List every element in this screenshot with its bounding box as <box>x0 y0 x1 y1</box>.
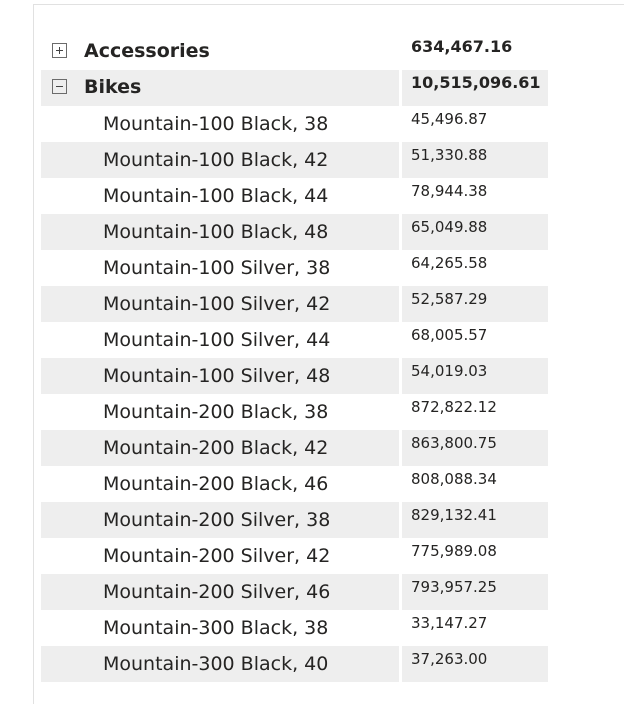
row-header-cell <box>41 430 399 466</box>
table-row[interactable] <box>41 106 548 142</box>
row-header-cell <box>41 502 399 538</box>
value-cell <box>402 286 548 322</box>
value-cell <box>402 358 548 394</box>
value-cell <box>402 538 548 574</box>
value-cell <box>402 106 548 142</box>
table-row[interactable] <box>41 142 548 178</box>
table-row[interactable] <box>41 646 548 682</box>
table-row[interactable] <box>41 358 548 394</box>
item-label: Mountain-100 Silver, 42 <box>103 293 331 315</box>
row-header-cell <box>41 286 399 322</box>
item-label: Mountain-100 Black, 48 <box>103 221 329 243</box>
table-row[interactable] <box>41 502 548 538</box>
item-label: Mountain-300 Black, 40 <box>103 653 329 675</box>
item-label: Mountain-300 Black, 38 <box>103 617 329 639</box>
expand-plus-icon[interactable] <box>52 43 67 58</box>
item-label: Mountain-200 Silver, 38 <box>103 509 331 531</box>
group-value: 10,515,096.61 <box>411 73 541 92</box>
item-label: Mountain-100 Silver, 48 <box>103 365 331 387</box>
group-label: Accessories <box>84 40 210 62</box>
item-value: 78,944.38 <box>411 182 488 200</box>
row-header-cell <box>41 250 399 286</box>
item-value: 37,263.00 <box>411 650 488 668</box>
item-label: Mountain-200 Black, 46 <box>103 473 329 495</box>
item-value: 808,088.34 <box>411 470 497 488</box>
item-value: 68,005.57 <box>411 326 488 344</box>
item-value: 65,049.88 <box>411 218 488 236</box>
item-label: Mountain-100 Silver, 38 <box>103 257 331 279</box>
item-label: Mountain-100 Black, 38 <box>103 113 329 135</box>
collapse-minus-icon[interactable] <box>52 79 67 94</box>
item-value: 829,132.41 <box>411 506 497 524</box>
value-cell <box>402 250 548 286</box>
item-value: 33,147.27 <box>411 614 488 632</box>
item-label: Mountain-100 Black, 44 <box>103 185 329 207</box>
row-header-cell <box>41 106 399 142</box>
table-row[interactable] <box>41 178 548 214</box>
value-cell <box>402 646 548 682</box>
row-header-cell <box>41 574 399 610</box>
item-value: 64,265.58 <box>411 254 488 272</box>
row-header-cell <box>41 538 399 574</box>
row-header-cell <box>41 178 399 214</box>
table-row[interactable] <box>41 574 548 610</box>
group-row-accessories[interactable] <box>41 34 548 70</box>
table-row[interactable] <box>41 286 548 322</box>
value-cell <box>402 610 548 646</box>
group-label: Bikes <box>84 76 142 98</box>
item-value: 45,496.87 <box>411 110 488 128</box>
value-cell <box>402 70 548 106</box>
row-header-cell <box>41 70 399 106</box>
item-label: Mountain-200 Silver, 46 <box>103 581 331 603</box>
value-cell <box>402 430 548 466</box>
row-header-cell <box>41 142 399 178</box>
row-header-cell <box>41 610 399 646</box>
row-header-cell <box>41 34 399 70</box>
group-row-bikes[interactable] <box>41 70 548 106</box>
item-value: 51,330.88 <box>411 146 488 164</box>
table-row[interactable] <box>41 466 548 502</box>
row-header-cell <box>41 466 399 502</box>
table-row[interactable] <box>41 250 548 286</box>
table-row[interactable] <box>41 610 548 646</box>
value-cell <box>402 178 548 214</box>
value-cell <box>402 142 548 178</box>
value-cell <box>402 574 548 610</box>
table-row[interactable] <box>41 538 548 574</box>
row-header-cell <box>41 394 399 430</box>
matrix-table <box>41 34 548 682</box>
item-value: 793,957.25 <box>411 578 497 596</box>
value-cell <box>402 214 548 250</box>
value-cell <box>402 502 548 538</box>
row-header-cell <box>41 322 399 358</box>
item-value: 872,822.12 <box>411 398 497 416</box>
item-value: 775,989.08 <box>411 542 497 560</box>
row-header-cell <box>41 358 399 394</box>
item-label: Mountain-200 Silver, 42 <box>103 545 331 567</box>
item-label: Mountain-100 Silver, 44 <box>103 329 331 351</box>
item-value: 54,019.03 <box>411 362 488 380</box>
item-label: Mountain-200 Black, 42 <box>103 437 329 459</box>
table-row[interactable] <box>41 322 548 358</box>
table-row[interactable] <box>41 394 548 430</box>
item-value: 52,587.29 <box>411 290 488 308</box>
value-cell <box>402 394 548 430</box>
item-label: Mountain-200 Black, 38 <box>103 401 329 423</box>
table-row[interactable] <box>41 214 548 250</box>
value-cell <box>402 322 548 358</box>
value-cell <box>402 466 548 502</box>
group-value: 634,467.16 <box>411 37 513 56</box>
item-label: Mountain-100 Black, 42 <box>103 149 329 171</box>
table-row[interactable] <box>41 430 548 466</box>
row-header-cell <box>41 214 399 250</box>
value-cell <box>402 34 548 70</box>
row-header-cell <box>41 646 399 682</box>
item-value: 863,800.75 <box>411 434 497 452</box>
